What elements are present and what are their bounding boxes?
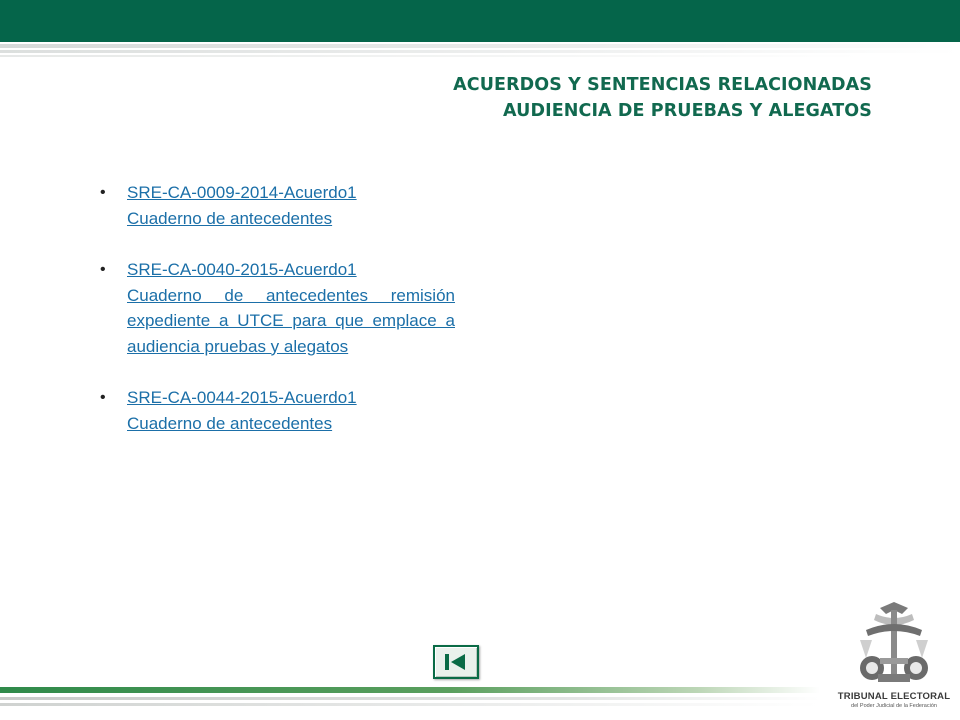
bullet: • — [100, 184, 106, 201]
document-link-list — [100, 180, 455, 462]
footer-stripe — [0, 703, 820, 706]
logo-text-poder-judicial: del Poder Judicial de la Federación — [851, 703, 937, 709]
link-id: SRE-CA-0040-2015-Acuerdo1 — [127, 260, 357, 279]
document-link-sre-ca-0044-2015[interactable] — [127, 385, 455, 436]
bullet: • — [100, 261, 106, 278]
header-stripe — [0, 44, 960, 48]
link-description: Cuaderno de antecedentes — [127, 413, 333, 433]
footer-bar — [0, 687, 820, 693]
document-link-sre-ca-0009-2014[interactable] — [127, 180, 455, 231]
slide-title — [453, 72, 872, 124]
logo-text-tribunal: TRIBUNAL ELECTORAL — [837, 691, 951, 702]
list-item — [100, 180, 455, 231]
header-bar — [0, 0, 960, 42]
header-stripe — [0, 55, 960, 57]
link-id: SRE-CA-0009-2014-Acuerdo1 — [127, 183, 357, 202]
slide-title-line-2: AUDIENCIA DE PRUEBAS Y ALEGATOS — [503, 101, 872, 121]
link-id: SRE-CA-0044-2015-Acuerdo1 — [127, 388, 357, 407]
list-item — [100, 385, 455, 436]
bullet: • — [100, 389, 106, 406]
slide-title-line-1: ACUERDOS Y SENTENCIAS RELACIONADAS — [453, 75, 872, 95]
first-slide-button[interactable] — [433, 645, 479, 679]
footer-stripe — [0, 697, 820, 700]
skip-to-first-icon — [435, 647, 477, 677]
link-description: Cuaderno de antecedentes — [127, 208, 333, 228]
scales-emblem-icon — [836, 600, 952, 690]
header-stripe — [0, 50, 960, 53]
tribunal-electoral-logo — [836, 600, 952, 712]
document-link-sre-ca-0040-2015[interactable] — [127, 257, 455, 359]
list-item — [100, 257, 455, 359]
link-description: Cuaderno de antecedentes remisión expediente a UTCE para que emplace a audiencia pruebas y alegatos — [127, 285, 455, 356]
